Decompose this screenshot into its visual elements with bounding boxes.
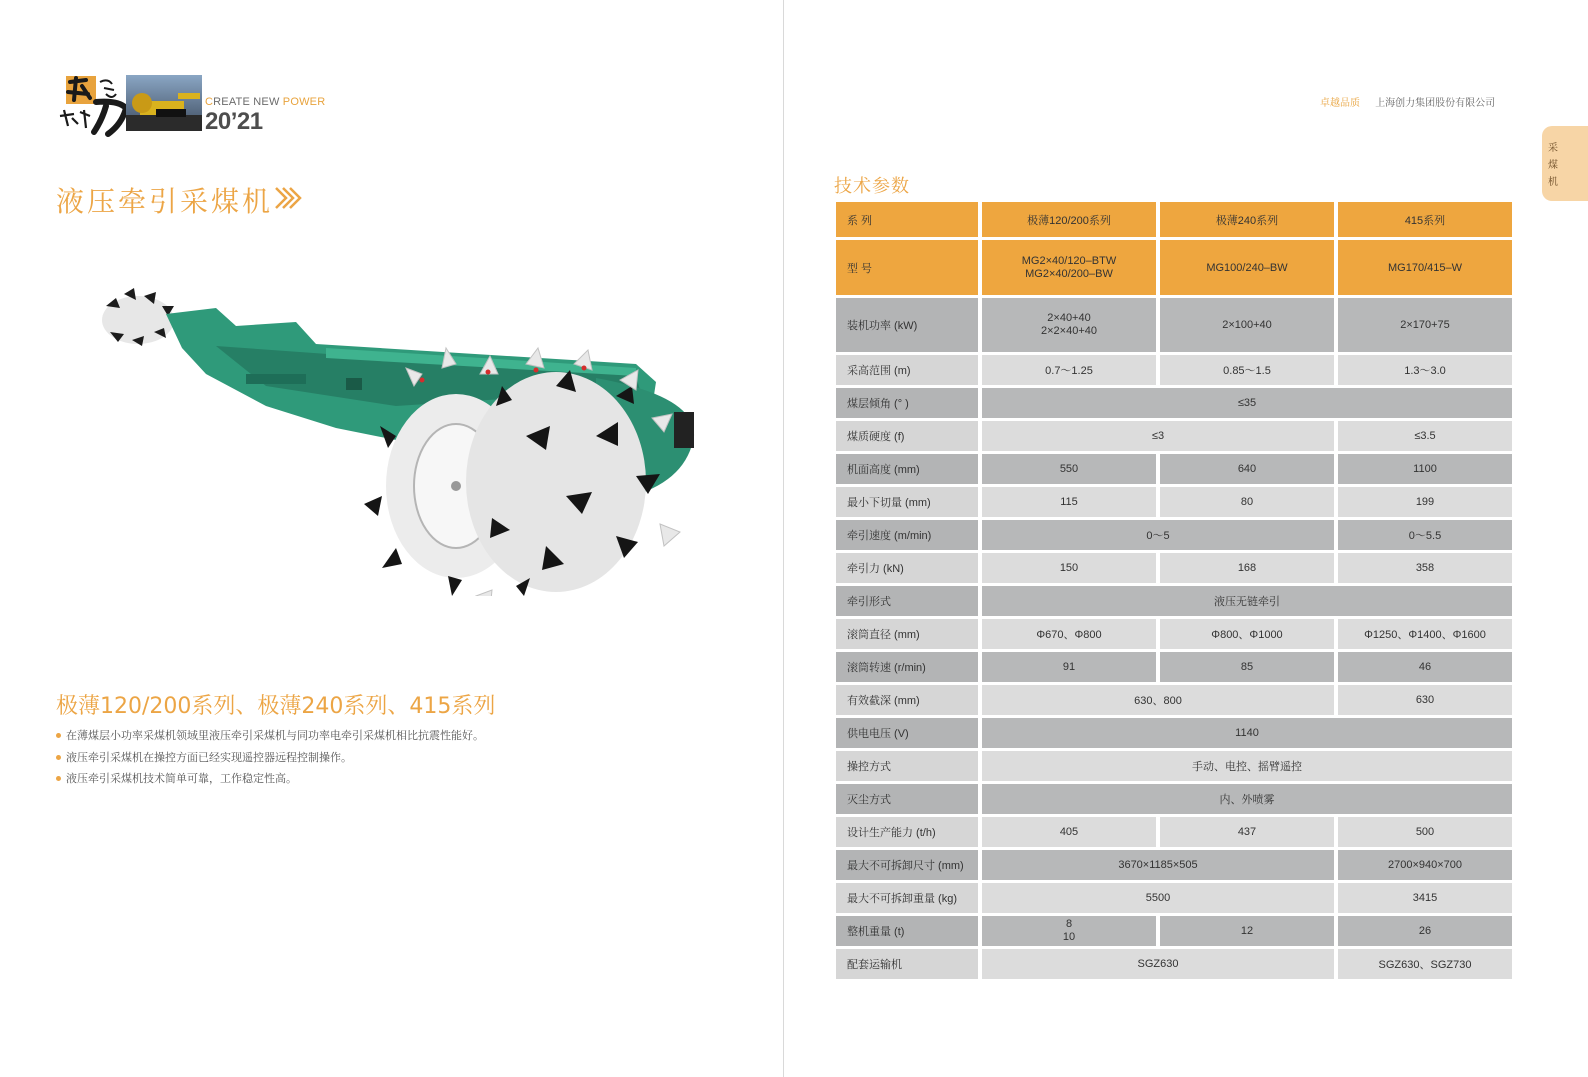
row-label: 系 列 <box>836 202 978 237</box>
table-cell: 358 <box>1338 553 1512 583</box>
table-cell: 手动、电控、摇臂遥控 <box>982 751 1512 781</box>
table-cell: 85 <box>1160 652 1334 682</box>
table-row <box>836 454 1512 484</box>
table-cell: ≤3.5 <box>1338 421 1512 451</box>
double-chevron-icon <box>273 185 303 211</box>
table-cell: 199 <box>1338 487 1512 517</box>
bullet-dot-icon <box>56 733 61 738</box>
table-header-row <box>836 202 1512 237</box>
row-label: 供电电压 (V) <box>836 718 978 748</box>
feature-item <box>56 771 484 793</box>
table-row <box>836 685 1512 715</box>
table-row <box>836 817 1512 847</box>
table-cell: 26 <box>1338 916 1512 946</box>
row-label: 最大不可拆卸尺寸 (mm) <box>836 850 978 880</box>
table-cell: 115 <box>982 487 1156 517</box>
series-title: 极薄120/200系列、极薄240系列、415系列 <box>56 694 496 719</box>
table-row <box>836 784 1512 814</box>
table-row <box>836 388 1512 418</box>
table-cell: 46 <box>1338 652 1512 682</box>
page-title: 液压牵引采煤机 <box>56 185 274 218</box>
table-cell: 0～5.5 <box>1338 520 1512 550</box>
row-label: 灭尘方式 <box>836 784 978 814</box>
table-row <box>836 586 1512 616</box>
small-cutting-drum <box>102 288 174 346</box>
page-header <box>1320 94 1495 109</box>
table-cell: 0～5 <box>982 520 1334 550</box>
side-tab-label: 采 煤 机 <box>1548 143 1558 188</box>
table-cell: 150 <box>982 553 1156 583</box>
row-label: 采高范围 (m) <box>836 355 978 385</box>
table-row <box>836 553 1512 583</box>
table-row <box>836 916 1512 946</box>
table-cell: 500 <box>1338 817 1512 847</box>
row-label: 牵引力 (kN) <box>836 553 978 583</box>
row-label: 配套运输机 <box>836 949 978 979</box>
row-label: 设计生产能力 (t/h) <box>836 817 978 847</box>
header-company: 上海创力集团股份有限公司 <box>1375 98 1496 109</box>
table-cell: 液压无链牵引 <box>982 586 1512 616</box>
table-cell: SGZ630 <box>982 949 1334 979</box>
brand-tagline <box>205 96 325 108</box>
table-row <box>836 850 1512 880</box>
table-row <box>836 718 1512 748</box>
table-cell: 3670×1185×505 <box>982 850 1334 880</box>
table-cell: 3415 <box>1338 883 1512 913</box>
feature-text: 在薄煤层小功率采煤机领域里液压牵引采煤机与同功率电牵引采煤机相比抗震性能好。 <box>66 729 484 742</box>
table-cell: 0.85～1.5 <box>1160 355 1334 385</box>
table-cell: 2700×940×700 <box>1338 850 1512 880</box>
feature-text: 液压牵引采煤机在操控方面已经实现遥控器远程控制操作。 <box>66 750 352 764</box>
table-cell: 0.7～1.25 <box>982 355 1156 385</box>
table-cell: 168 <box>1160 553 1334 583</box>
row-label: 最小下切量 (mm) <box>836 487 978 517</box>
table-cell: MG170/415–W <box>1338 240 1512 295</box>
table-row <box>836 421 1512 451</box>
row-label: 滚筒转速 (r/min) <box>836 652 978 682</box>
table-cell: Φ670、Φ800 <box>982 619 1156 649</box>
table-cell: Φ800、Φ1000 <box>1160 619 1334 649</box>
page-spine <box>783 0 784 1077</box>
table-cell: 1.3～3.0 <box>1338 355 1512 385</box>
bullet-dot-icon <box>56 755 61 760</box>
table-cell: 550 <box>982 454 1156 484</box>
row-label: 牵引形式 <box>836 586 978 616</box>
row-label: 牵引速度 (m/min) <box>836 520 978 550</box>
brand-year: 20’21 <box>205 108 263 135</box>
table-cell: 80 <box>1160 487 1334 517</box>
table-row <box>836 883 1512 913</box>
feature-item <box>56 728 484 750</box>
table-cell: 12 <box>1160 916 1334 946</box>
table-row <box>836 520 1512 550</box>
tagline-power: POWER <box>282 96 326 108</box>
row-label: 装机功率 (kW) <box>836 298 978 352</box>
row-label: 整机重量 (t) <box>836 916 978 946</box>
row-label: 型 号 <box>836 240 978 295</box>
table-cell: 极薄120/200系列 <box>982 202 1156 237</box>
table-row <box>836 298 1512 352</box>
table-cell: ≤35 <box>982 388 1512 418</box>
shearer-machine-image <box>96 286 706 596</box>
table-cell: 415系列 <box>1338 202 1512 237</box>
table-row <box>836 949 1512 979</box>
row-label: 有效截深 (mm) <box>836 685 978 715</box>
spec-heading: 技术参数 <box>834 176 910 197</box>
row-label: 机面高度 (mm) <box>836 454 978 484</box>
table-cell: SGZ630、SGZ730 <box>1338 949 1512 979</box>
table-cell: 2×170+75 <box>1338 298 1512 352</box>
table-cell: 1100 <box>1338 454 1512 484</box>
feature-text: 液压牵引采煤机技术简单可靠，工作稳定性高。 <box>66 772 297 785</box>
table-cell: 630、800 <box>982 685 1334 715</box>
table-cell: 437 <box>1160 817 1334 847</box>
table-cell: MG2×40/120–BTW MG2×40/200–BW <box>982 240 1156 295</box>
logo-machine-photo <box>126 75 202 131</box>
table-row <box>836 355 1512 385</box>
table-cell: ≤3 <box>982 421 1334 451</box>
brand-calligraphy-logo <box>56 72 134 138</box>
table-row <box>836 751 1512 781</box>
table-cell: 2×40+40 2×2×40+40 <box>982 298 1156 352</box>
table-header-row <box>836 240 1512 295</box>
row-label: 最大不可拆卸重量 (kg) <box>836 883 978 913</box>
table-cell: 5500 <box>982 883 1334 913</box>
table-cell: 2×100+40 <box>1160 298 1334 352</box>
row-label: 操控方式 <box>836 751 978 781</box>
table-cell: Φ1250、Φ1400、Φ1600 <box>1338 619 1512 649</box>
table-cell: 630 <box>1338 685 1512 715</box>
table-cell: 8 10 <box>982 916 1156 946</box>
tagline-initial: C <box>205 96 214 108</box>
row-label: 滚筒直径 (mm) <box>836 619 978 649</box>
table-cell: MG100/240–BW <box>1160 240 1334 295</box>
feature-item <box>56 750 484 772</box>
table-row <box>836 619 1512 649</box>
table-cell: 内、外喷雾 <box>982 784 1512 814</box>
bullet-dot-icon <box>56 776 61 781</box>
table-cell: 极薄240系列 <box>1160 202 1334 237</box>
table-row <box>836 487 1512 517</box>
table-cell: 405 <box>982 817 1156 847</box>
table-cell: 1140 <box>982 718 1512 748</box>
table-cell: 640 <box>1160 454 1334 484</box>
row-label: 煤层倾角 (° ) <box>836 388 978 418</box>
table-cell: 91 <box>982 652 1156 682</box>
row-label: 煤质硬度 (f) <box>836 421 978 451</box>
spec-table <box>832 199 1516 982</box>
header-slogan: 卓越品质 <box>1320 98 1360 109</box>
table-row <box>836 652 1512 682</box>
feature-list <box>56 728 484 793</box>
tagline-middle: REATE NEW <box>213 96 283 108</box>
